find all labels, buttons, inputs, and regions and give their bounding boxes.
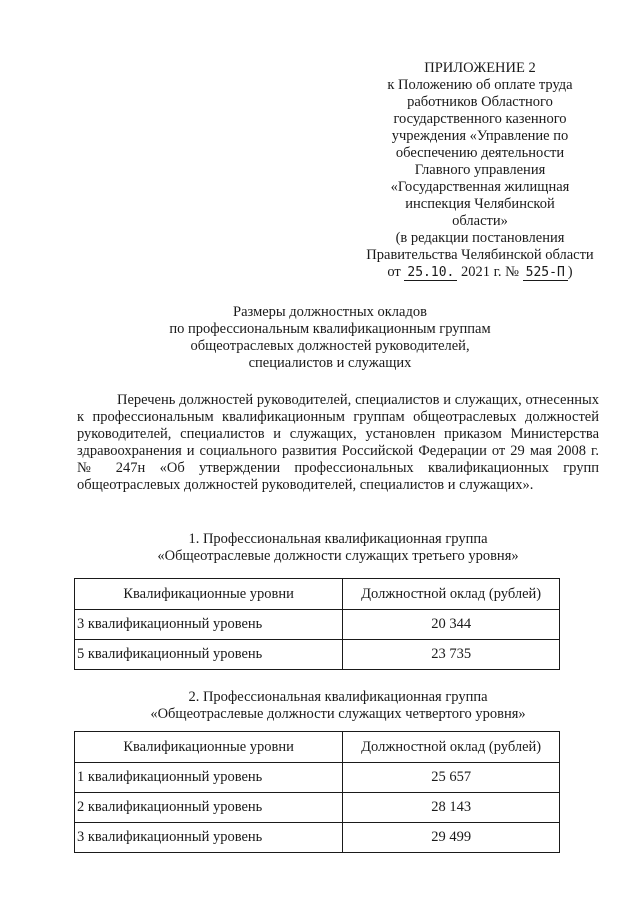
- appendix-line: обеспечению деятельности: [395, 145, 565, 161]
- group-2-salary-table: [74, 731, 560, 853]
- appendix-header: [350, 60, 610, 281]
- salary-cell: 23 735: [343, 640, 560, 670]
- salary-cell: 20 344: [343, 610, 560, 640]
- resolution-year: 2021 г. №: [460, 264, 520, 280]
- level-cell: 5 квалификационный уровень: [75, 640, 343, 670]
- table-row: [75, 610, 560, 640]
- appendix-line: работников Областного: [407, 94, 553, 110]
- title-line: Размеры должностных окладов: [233, 304, 427, 320]
- table-row: [75, 823, 560, 853]
- group-heading-line: 2. Профессиональная квалификационная группа: [188, 689, 488, 705]
- level-cell: 1 квалификационный уровень: [75, 763, 343, 793]
- title-line: общеотраслевых должностей руководителей,: [190, 338, 470, 354]
- column-header-salary: Должностной оклад (рублей): [343, 732, 560, 763]
- table-header-row: [75, 579, 560, 610]
- column-header-level: Квалификационные уровни: [75, 732, 343, 763]
- group-2-heading: [77, 689, 599, 723]
- group-heading-line: «Общеотраслевые должности служащих третьего уровня»: [157, 548, 519, 564]
- appendix-line: к Положению об оплате труда: [387, 77, 573, 93]
- level-cell: 2 квалификационный уровень: [75, 793, 343, 823]
- group-1-heading: [77, 531, 599, 565]
- salary-cell: 29 499: [343, 823, 560, 853]
- appendix-line: учреждения «Управление по: [391, 128, 569, 144]
- resolution-number: 525-П: [523, 265, 568, 281]
- resolution-date-line: [350, 264, 610, 281]
- appendix-line: Правительства Челябинской области: [366, 247, 594, 263]
- table-row: [75, 763, 560, 793]
- closing-paren: ): [567, 264, 573, 280]
- group-heading-line: «Общеотраслевые должности служащих четвертого уровня»: [150, 706, 526, 722]
- title-line: специалистов и служащих: [248, 355, 412, 371]
- appendix-line: Главного управления: [414, 162, 546, 178]
- document-title: [100, 304, 560, 372]
- level-cell: 3 квалификационный уровень: [75, 823, 343, 853]
- appendix-line: государственного казенного: [393, 111, 567, 127]
- salary-cell: 28 143: [343, 793, 560, 823]
- intro-paragraph: Перечень должностей руководителей, специалистов и служащих, отнесенных к профессиональным квалификационным группам общеотраслевых должностей руководителей, специалистов и служащих, установлен приказом Министерства здравоохранения и социального развития Российской Федерации от 29 мая 2008 г. № 247н «Об утверждении профессиональных квалификационных групп общеотраслевых должностей руководителей, специалистов и служащих».: [77, 392, 599, 493]
- appendix-line: области»: [452, 213, 508, 229]
- column-header-salary: Должностной оклад (рублей): [343, 579, 560, 610]
- group-1-salary-table: [74, 578, 560, 670]
- level-cell: 3 квалификационный уровень: [75, 610, 343, 640]
- appendix-line: инспекция Челябинской: [405, 196, 555, 212]
- column-header-level: Квалификационные уровни: [75, 579, 343, 610]
- title-line: по профессиональным квалификационным группам: [169, 321, 491, 337]
- date-prefix: от: [387, 264, 401, 280]
- resolution-date: 25.10.: [404, 265, 457, 281]
- salary-cell: 25 657: [343, 763, 560, 793]
- appendix-line: «Государственная жилищная: [390, 179, 570, 195]
- table-header-row: [75, 732, 560, 763]
- appendix-title: ПРИЛОЖЕНИЕ 2: [424, 60, 536, 76]
- table-row: [75, 640, 560, 670]
- group-heading-line: 1. Профессиональная квалификационная группа: [188, 531, 488, 547]
- appendix-line: (в редакции постановления: [395, 230, 565, 246]
- table-row: [75, 793, 560, 823]
